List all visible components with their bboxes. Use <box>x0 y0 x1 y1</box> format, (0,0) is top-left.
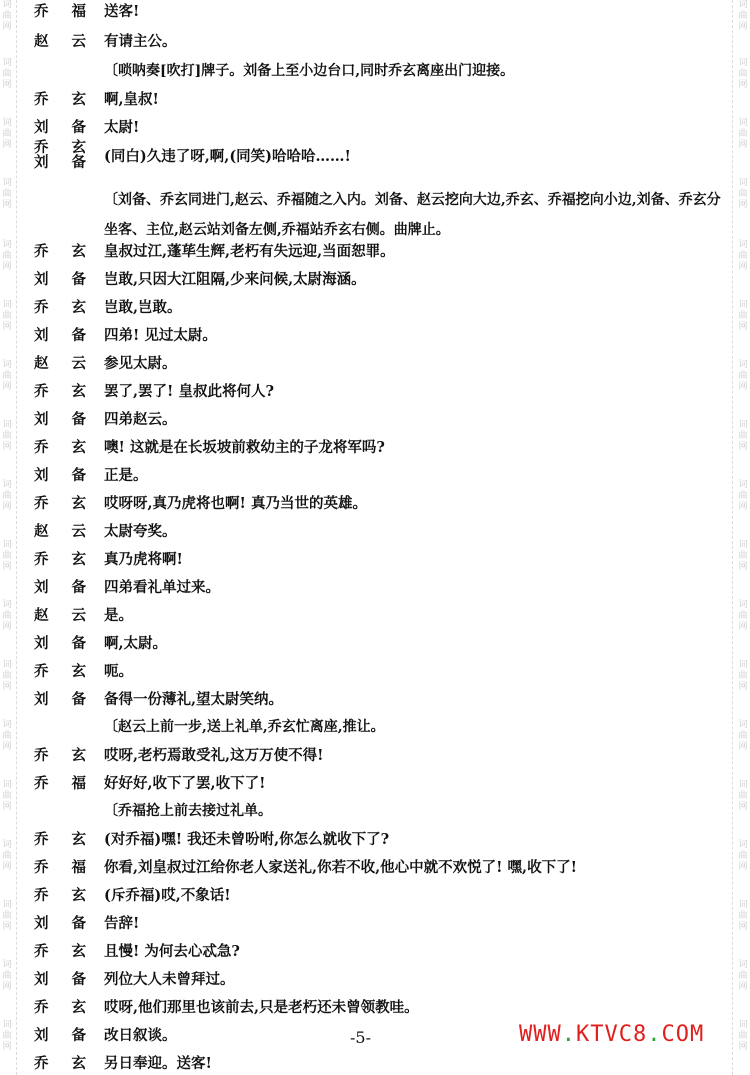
dialogue-line: 真乃虎将啊! <box>104 551 183 568</box>
speaker-name: 乔 玄 <box>34 663 86 680</box>
dialogue-line: 正是。 <box>104 467 148 484</box>
speaker-name: 赵 云 <box>34 33 86 50</box>
watermark-mark: 词 曲 网 <box>2 118 12 150</box>
url-dot-1: . <box>561 1022 576 1047</box>
dialogue-line: 啊,皇叔! <box>104 91 159 108</box>
speaker-name: 乔 玄 <box>34 943 86 960</box>
speaker-name: 乔 玄 <box>34 495 86 512</box>
speaker-name: 乔 玄 <box>34 91 86 108</box>
watermark-mark: 词 曲 网 <box>2 840 12 872</box>
speaker-name: 刘 备 <box>34 1027 86 1044</box>
dialogue-line: 啊,太尉。 <box>104 635 168 652</box>
speaker-name: 乔 玄 <box>34 831 86 848</box>
stage-direction: 〔乔福抢上前去接过礼单。 <box>104 803 272 819</box>
speaker-name: 乔 玄 <box>34 299 86 316</box>
url-dot-2: . <box>647 1022 662 1047</box>
watermark-mark: 词 曲 网 <box>2 178 12 210</box>
watermark-mark: 词 曲 网 <box>2 360 12 392</box>
watermark-mark: 词 曲 网 <box>738 480 748 512</box>
speaker-name: 刘 备 <box>34 635 86 652</box>
watermark-mark: 词 曲 网 <box>738 960 748 992</box>
url-www: WWW <box>519 1022 562 1047</box>
left-margin-line <box>16 0 17 1075</box>
dialogue-line: 哎呀,老朽焉敢受礼,这万万使不得! <box>104 747 324 764</box>
watermark-mark: 词 曲 网 <box>2 58 12 90</box>
speaker-name: 乔 福 <box>34 3 86 20</box>
watermark-mark: 词 曲 网 <box>738 600 748 632</box>
speaker-name: 乔 玄 <box>34 243 86 260</box>
watermark-mark: 词 曲 网 <box>2 480 12 512</box>
dialogue-line: 备得一份薄礼,望太尉笑纳。 <box>104 691 284 708</box>
watermark-mark: 词 曲 网 <box>2 540 12 572</box>
dialogue-line: 哎呀呀,真乃虎将也啊! 真乃当世的英雄。 <box>104 495 367 512</box>
dialogue-line: 且慢! 为何去心忒急? <box>104 943 240 960</box>
left-watermark-column <box>0 0 14 1075</box>
watermark-mark: 词 曲 网 <box>738 58 748 90</box>
speaker-name: 刘 备 <box>34 467 86 484</box>
watermark-mark: 词 曲 网 <box>738 118 748 150</box>
speaker-name: 刘 备 <box>34 154 86 171</box>
speaker-name: 刘 备 <box>34 271 86 288</box>
url-domain: KTVC8 <box>576 1022 648 1047</box>
watermark-mark: 词 曲 网 <box>2 1020 12 1052</box>
watermark-mark: 词 曲 网 <box>2 900 12 932</box>
speaker-name: 刘 备 <box>34 579 86 596</box>
site-url-watermark <box>519 1022 704 1047</box>
url-tld: COM <box>661 1022 705 1047</box>
page-number: -5- <box>350 1028 371 1047</box>
watermark-mark: 词 曲 网 <box>2 720 12 752</box>
watermark-mark: 词 曲 网 <box>2 960 12 992</box>
dialogue-line: 参见太尉。 <box>104 355 177 372</box>
watermark-mark: 词 曲 网 <box>2 240 12 272</box>
stage-direction: 〔刘备、乔玄同进门,赵云、乔福随之入内。刘备、赵云挖向大边,乔玄、乔福挖向小边,刘备、乔玄分坐客、主位,赵云站刘备左侧,乔福站乔玄右侧。曲牌止。 <box>104 192 721 238</box>
dialogue-line: 有请主公。 <box>104 33 177 50</box>
watermark-mark: 词 曲 网 <box>2 660 12 692</box>
watermark-mark: 词 曲 网 <box>738 178 748 210</box>
dialogue-line: (对乔福)嘿! 我还未曾吩咐,你怎么就收下了? <box>104 831 390 848</box>
dialogue-line: 呃。 <box>104 663 133 680</box>
dialogue-line: 四弟看礼单过来。 <box>104 579 220 596</box>
watermark-mark: 词 曲 网 <box>738 840 748 872</box>
dialogue-line: 太尉! <box>104 119 140 136</box>
dialogue-line: 你看,刘皇叔过江给你老人家送礼,你若不收,他心中就不欢悦了! 嘿,收下了! <box>104 859 577 876</box>
speaker-name: 刘 备 <box>34 971 86 988</box>
dialogue-line: 太尉夸奖。 <box>104 523 177 540</box>
dialogue-line: 改日叙谈。 <box>104 1027 177 1044</box>
watermark-mark: 词 曲 网 <box>2 300 12 332</box>
dialogue-line: (同白)久违了呀,啊,(同笑)哈哈哈……! <box>104 148 351 165</box>
dialogue-line: 四弟! 见过太尉。 <box>104 327 217 344</box>
watermark-mark: 词 曲 网 <box>738 240 748 272</box>
dialogue-line: 列位大人未曾拜过。 <box>104 971 235 988</box>
dialogue-line: 另日奉迎。送客! <box>104 1055 212 1072</box>
dialogue-line: 噢! 这就是在长坂坡前救幼主的子龙将军吗? <box>104 439 385 456</box>
watermark-mark: 词 曲 网 <box>2 420 12 452</box>
watermark-mark: 词 曲 网 <box>2 600 12 632</box>
speaker-name: 刘 备 <box>34 327 86 344</box>
speaker-name: 乔 福 <box>34 775 86 792</box>
watermark-mark: 词 曲 网 <box>738 1020 748 1052</box>
dialogue-line: 好好好,收下了罢,收下了! <box>104 775 266 792</box>
speaker-name: 赵 云 <box>34 355 86 372</box>
dialogue-line: 岂敢,岂敢。 <box>104 299 182 316</box>
watermark-mark: 词 曲 网 <box>738 300 748 332</box>
speaker-name: 赵 云 <box>34 607 86 624</box>
speaker-name: 乔 玄 <box>34 887 86 904</box>
stage-direction: 〔赵云上前一步,送上礼单,乔玄忙离座,推让。 <box>104 719 385 735</box>
speaker-name: 赵 云 <box>34 523 86 540</box>
speaker-name: 刘 备 <box>34 411 86 428</box>
speaker-name: 乔 玄 <box>34 999 86 1016</box>
dialogue-line: 岂敢,只因大江阻隔,少来问候,太尉海涵。 <box>104 271 366 288</box>
dialogue-line: 送客! <box>104 3 140 20</box>
speaker-name: 乔 玄 <box>34 383 86 400</box>
watermark-mark: 词 曲 网 <box>738 420 748 452</box>
right-watermark-column <box>736 0 750 1075</box>
watermark-mark: 词 曲 网 <box>738 540 748 572</box>
watermark-mark: 词 曲 网 <box>738 720 748 752</box>
speaker-name: 刘 备 <box>34 915 86 932</box>
dialogue-line: 皇叔过江,蓬荜生辉,老朽有失远迎,当面恕罪。 <box>104 243 395 260</box>
watermark-mark: 词 曲 网 <box>2 0 12 32</box>
speaker-name: 刘 备 <box>34 691 86 708</box>
stage-direction: 〔唢呐奏[吹打]牌子。刘备上至小边台口,同时乔玄离座出门迎接。 <box>104 63 515 79</box>
joint-speakers <box>34 140 86 170</box>
speaker-name: 乔 玄 <box>34 439 86 456</box>
watermark-mark: 词 曲 网 <box>2 780 12 812</box>
watermark-mark: 词 曲 网 <box>738 660 748 692</box>
right-margin-line <box>732 0 733 1075</box>
speaker-name: 乔 玄 <box>34 139 86 156</box>
dialogue-line: 哎呀,他们那里也该前去,只是老朽还未曾领教哇。 <box>104 999 419 1016</box>
watermark-mark: 词 曲 网 <box>738 900 748 932</box>
dialogue-line: (斥乔福)哎,不象话! <box>104 887 231 904</box>
speaker-name: 乔 玄 <box>34 1055 86 1072</box>
speaker-name: 刘 备 <box>34 119 86 136</box>
watermark-mark: 词 曲 网 <box>738 360 748 392</box>
dialogue-line: 四弟赵云。 <box>104 411 177 428</box>
watermark-mark: 词 曲 网 <box>738 780 748 812</box>
watermark-mark: 词 曲 网 <box>738 0 748 32</box>
dialogue-line: 罢了,罢了! 皇叔此将何人? <box>104 383 274 400</box>
dialogue-line: 是。 <box>104 607 133 624</box>
speaker-name: 乔 玄 <box>34 551 86 568</box>
dialogue-line: 告辞! <box>104 915 140 932</box>
speaker-name: 乔 福 <box>34 859 86 876</box>
speaker-name: 乔 玄 <box>34 747 86 764</box>
